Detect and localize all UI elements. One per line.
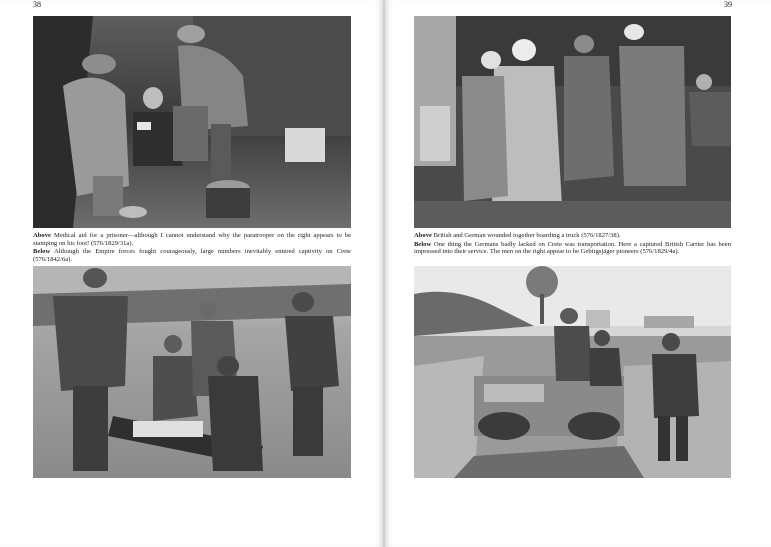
caption-above-paragraph (33, 232, 351, 247)
caption-below-label: Below (414, 240, 432, 248)
caption-below-label: Below (33, 248, 51, 256)
caption-below-paragraph (33, 248, 351, 263)
caption-below-text: One thing the Germans badly lacked on Crete was transportation. Here a captured British Carrier has been impressed into their service. The men on the right appear to be Gebirgsjäger pioneers (576/1829/4a). (414, 240, 731, 256)
caption-left-top (33, 232, 351, 264)
caption-above-text: British and German wounded together boarding a truck (576/1827/38). (433, 232, 621, 239)
photo-prisoners (33, 266, 351, 478)
caption-right (414, 232, 731, 257)
prisoners-stretcher-photo-image (33, 266, 351, 478)
caption-above-paragraph (414, 232, 731, 240)
wounded-boarding-truck-photo-image (414, 16, 731, 228)
medical-aid-photo-image (33, 16, 351, 228)
caption-below-paragraph (414, 241, 731, 256)
photo-wounded-truck (414, 16, 731, 228)
photo-captured-carrier (414, 266, 731, 478)
caption-above-label: Above (33, 232, 51, 239)
captured-carrier-photo-image (414, 266, 731, 478)
caption-above-text: Medical aid for a prisoner—although I cannot understand why the paratrooper on the right appears to be stamping on his foot! (576/1829/31a). (33, 232, 351, 247)
photo-medical-aid (33, 16, 351, 228)
caption-above-label: Above (414, 232, 432, 239)
page-number-right: 39 (724, 0, 732, 9)
left-page (0, 0, 383, 547)
page-number-left: 38 (33, 0, 41, 9)
right-page (385, 0, 771, 547)
caption-below-text: Although the Empire forces fought courageously, large numbers inevitably entered captivity on Crete (576/1842/6a). (33, 248, 351, 263)
